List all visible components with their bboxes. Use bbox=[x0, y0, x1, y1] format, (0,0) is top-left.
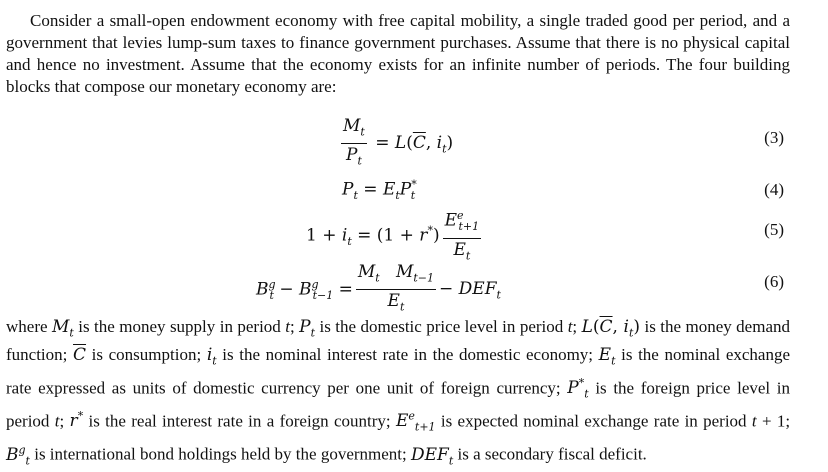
equation-ppp: $P_t = E_tP^*_t$ bbox=[342, 178, 417, 203]
intro-paragraph: Consider a small-open endowment economy with free capital mobility, a single traded good per period, and a government that levies lump-sum taxes to finance government purchases. Assume that there is no physical capital and hence no investment. Assume that the economy exists for an infinite number of periods. The four building blocks that compose our monetary economy are: bbox=[6, 11, 790, 96]
equation-interest-parity: $1 + i_t = (1 + r^*)$ $\frac{E^e_{t+1}}{E_t}$ bbox=[306, 206, 484, 266]
definitions-paragraph: where $M_t$ is the money supply in period t; $P_t$ is the domestic price level in period t; $L(\overline{C}$, $i_t$) is the money demand function; $\overline{C}$ is consumption; $i_t$ is the nominal interest rate in the domestic economy; $E_t$ is the nominal exchange rate expressed as units of domestic currency per one unit of foreign currency; $P^*_t$ is the foreign price level in period t; r* is the real interest rate in a foreign country; $E^e_{t+1}$ is expected nominal exchange rate in period t + 1; $B^g_t$ is international bond holdings held by the government; $DEF_t$ is a secondary fiscal deficit. bbox=[6, 317, 791, 467]
equation-money-demand: $\frac{M_t}{P_t}$ = $L(\overline{C}$, $i_t$) bbox=[343, 116, 454, 168]
equation-number-5: (5) bbox=[764, 220, 784, 239]
equation-number-4: (4) bbox=[764, 180, 784, 199]
equation-number-6: (6) bbox=[764, 272, 784, 291]
equation-number-3: (3) bbox=[764, 128, 784, 147]
equation-budget-constraint: $B^g_t - B^g_{t-1}$ = $\frac{M_t M_{t-1}}{E_t}$ − $DEF_t$ bbox=[256, 262, 501, 314]
